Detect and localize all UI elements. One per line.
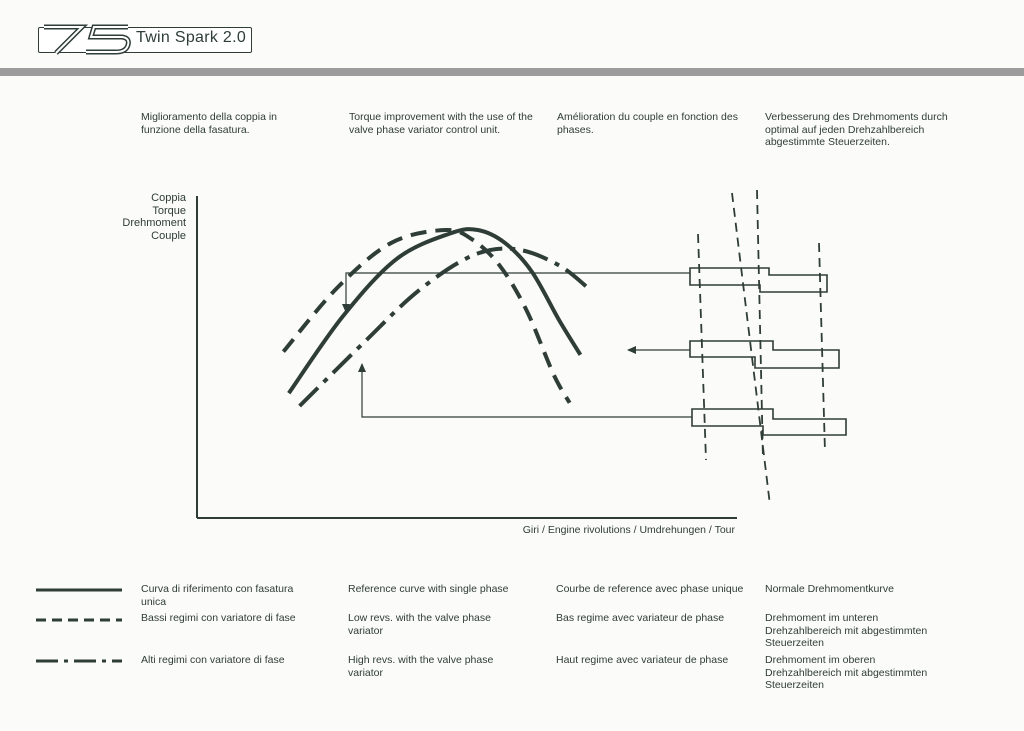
y-label-line: Torque bbox=[152, 204, 186, 217]
legend-text-fr: Haut regime avec variateur de phase bbox=[556, 654, 729, 666]
legend-swatch-dashdot bbox=[36, 657, 124, 665]
legend-text-en: Reference curve with single phase bbox=[348, 583, 509, 595]
legend-text-fr: Bas regime avec variateur de phase bbox=[556, 612, 725, 624]
series-low-curve bbox=[283, 230, 569, 403]
legend-text-en: High revs. with the valve phase variator bbox=[348, 654, 494, 679]
legend-text-de: Drehmoment im oberen Drehzahlbereich mit abgestimmten Steuerzeiten bbox=[765, 654, 928, 691]
legend-text-it: Curva di riferimento con fasatura unica bbox=[141, 583, 294, 608]
legend-text-de: Normale Drehmomentkurve bbox=[765, 583, 894, 595]
legend-swatch-solid bbox=[36, 586, 124, 594]
legend-text-it: Bassi regimi con variatore di fase bbox=[141, 612, 296, 624]
intro-it: Miglioramento della coppia in funzione della fasatura. bbox=[141, 111, 277, 136]
y-label-line: Couple bbox=[151, 229, 186, 242]
timing-line bbox=[732, 193, 770, 505]
y-label-line: Coppia bbox=[151, 192, 186, 204]
phase-diagram-middle bbox=[690, 341, 839, 368]
legend-text-de: Drehmoment im unteren Drehzahlbereich mit abgestimmten Steuerzeiten bbox=[765, 612, 928, 649]
legend-swatch-dashed bbox=[36, 616, 124, 624]
phase-diagram-bottom bbox=[692, 409, 846, 435]
legend-text-fr: Courbe de reference avec phase unique bbox=[556, 583, 744, 595]
legend-text-en: Low revs. with the valve phase variator bbox=[348, 612, 491, 637]
y-label-line: Drehmoment bbox=[122, 217, 186, 229]
series-layer bbox=[283, 229, 591, 406]
legend-text-it: Alti regimi con variatore di fase bbox=[141, 654, 285, 666]
series-high-curve bbox=[300, 249, 592, 406]
intro-de: Verbesserung des Drehmoments durch optimal auf jeden Drehzahlbereich abgestimmte Steuerzeiten. bbox=[765, 111, 948, 148]
phase-timing-lines bbox=[698, 190, 825, 505]
x-axis-label: Giri / Engine rivolutions / Umdrehungen / Tour bbox=[522, 524, 735, 536]
intro-fr: Amélioration du couple en fonction des phases. bbox=[557, 111, 738, 136]
arrow-high bbox=[362, 364, 692, 417]
logo-name: Twin Spark 2.0 bbox=[136, 29, 247, 46]
intro-en: Torque improvement with the use of the valve phase variator control unit. bbox=[349, 111, 533, 136]
